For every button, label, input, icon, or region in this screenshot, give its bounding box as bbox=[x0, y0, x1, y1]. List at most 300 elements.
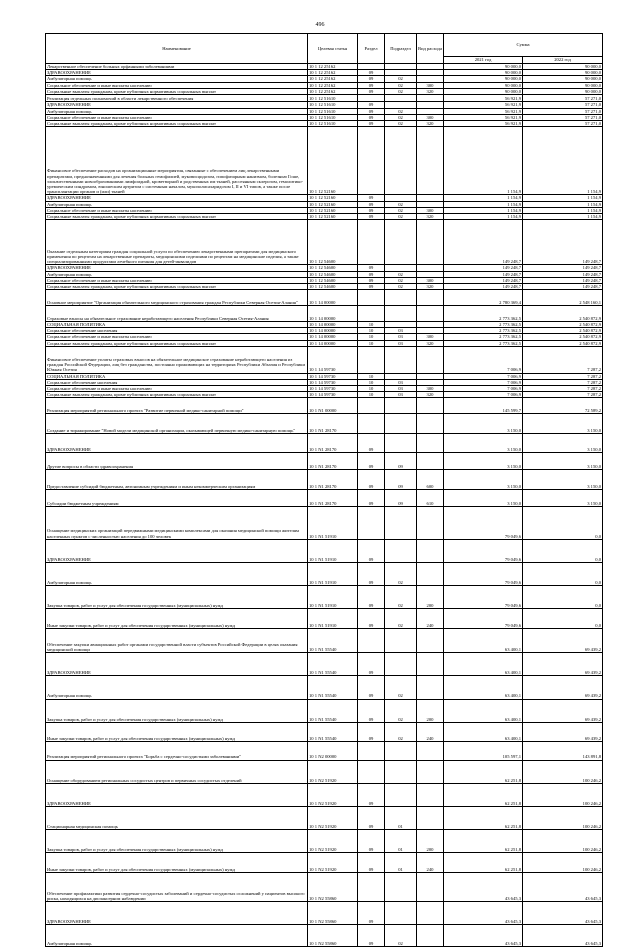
row-target-code: 10 1 12 54600 bbox=[308, 265, 358, 271]
col-header-expense-type: Вид расхода bbox=[417, 34, 444, 64]
table-row bbox=[46, 64, 603, 70]
row-target-code: 10 1 12 25162 bbox=[308, 76, 358, 82]
row-sum-2021: 43 645,3 bbox=[444, 902, 523, 925]
row-name: Основное мероприятие "Организация обязательного медицинского страхования граждан Республики Северная Осетия-Алания" bbox=[46, 290, 308, 306]
table-row bbox=[46, 334, 603, 340]
row-sum-2021: 2 773 362,5 bbox=[444, 321, 523, 327]
row-section bbox=[358, 346, 385, 373]
row-subsection: 02 bbox=[385, 277, 417, 283]
row-subsection bbox=[385, 506, 417, 539]
row-subsection bbox=[385, 414, 417, 434]
row-section bbox=[358, 95, 385, 102]
row-section: 09 bbox=[358, 201, 385, 207]
row-name: Оснащение оборудованием региональных сосудистых центров и первичных сосудистых отделений bbox=[46, 760, 308, 783]
table-row bbox=[46, 82, 603, 88]
row-sum-2022: 1 154,9 bbox=[523, 214, 603, 220]
row-name: Социальное обеспечение населения bbox=[46, 328, 308, 334]
row-target-code: 10 1 N2 51920 bbox=[308, 806, 358, 829]
row-target-code: 10 1 12 25162 bbox=[308, 88, 358, 94]
row-subsection bbox=[385, 127, 417, 195]
row-section: 10 bbox=[358, 392, 385, 398]
row-sum-2022: 7 287,2 bbox=[523, 346, 603, 373]
row-sum-2022: 43 645,3 bbox=[523, 872, 603, 901]
row-target-code: 10 1 14 00000 bbox=[308, 334, 358, 340]
row-sum-2021: 1 154,9 bbox=[444, 201, 523, 207]
table-row bbox=[46, 120, 603, 126]
row-sum-2021: 1 154,9 bbox=[444, 127, 523, 195]
row-sum-2021: 2 780 369,4 bbox=[444, 290, 523, 306]
row-sum-2021: 90 000,0 bbox=[444, 70, 523, 76]
row-name: Обеспечение профилактики развития сердечно-сосудистых заболеваний и сердечно-сосудистых осложнений у пациентов высокого риска, находящихся на диспансерном наблюдении bbox=[46, 872, 308, 901]
table-row bbox=[46, 676, 603, 699]
row-section: 09 bbox=[358, 284, 385, 290]
row-target-code: 10 1 12 52160 bbox=[308, 207, 358, 213]
row-target-code: 10 1 12 52160 bbox=[308, 127, 358, 195]
row-section: 09 bbox=[358, 489, 385, 506]
row-subsection: 02 bbox=[385, 207, 417, 213]
row-subsection bbox=[385, 290, 417, 306]
row-name: Закупка товаров, работ и услуг для обеспечения государственных (муниципальных) нужд bbox=[46, 699, 308, 722]
table-row bbox=[46, 433, 603, 453]
row-sum-2022: 69 439,2 bbox=[523, 653, 603, 676]
row-sum-2022: 149 248,7 bbox=[523, 271, 603, 277]
row-name: Оказание отдельным категориям граждан социальной услуги по обеспечению лекарственными препаратами для медицинского применения по рецептам на лекарственные препараты, медицинскими изделиями по рецептам на медицинские изделия, а также специализированными продуктами лечебного питания для детей-инвалидов bbox=[46, 220, 308, 265]
row-section: 10 bbox=[358, 328, 385, 334]
row-section: 09 bbox=[358, 586, 385, 609]
col-header-year-2022: 2022 год bbox=[523, 57, 603, 64]
row-section: 09 bbox=[358, 609, 385, 629]
row-expense-type bbox=[417, 563, 444, 586]
row-sum-2022: 2 540 872,9 bbox=[523, 334, 603, 340]
row-expense-type: 300 bbox=[417, 82, 444, 88]
row-name: Иные закупки товаров, работ и услуг для обеспечения государственных (муниципальных) нужд bbox=[46, 609, 308, 629]
table-row bbox=[46, 586, 603, 609]
row-target-code: 10 1 12 51610 bbox=[308, 114, 358, 120]
row-name: Предоставление субсидий бюджетным, автономным учреждениям и иным некоммерческим организациям bbox=[46, 470, 308, 490]
table-row bbox=[46, 385, 603, 391]
row-subsection bbox=[385, 742, 417, 760]
row-sum-2022: 2 548 160,1 bbox=[523, 290, 603, 306]
row-expense-type: 320 bbox=[417, 214, 444, 220]
row-sum-2021: 79 049,6 bbox=[444, 563, 523, 586]
row-target-code: 10 1 N1 51910 bbox=[308, 539, 358, 562]
row-section: 10 bbox=[358, 385, 385, 391]
row-expense-type bbox=[417, 346, 444, 373]
row-subsection bbox=[385, 433, 417, 453]
row-subsection: 09 bbox=[385, 453, 417, 470]
row-expense-type bbox=[417, 653, 444, 676]
table-row bbox=[46, 95, 603, 102]
row-expense-type bbox=[417, 398, 444, 414]
row-sum-2021: 90 000,0 bbox=[444, 64, 523, 70]
row-name: ЗДРАВООХРАНЕНИЕ bbox=[46, 539, 308, 562]
row-sum-2021: 2 773 362,5 bbox=[444, 340, 523, 346]
row-expense-type: 320 bbox=[417, 340, 444, 346]
row-sum-2022: 1 154,9 bbox=[523, 201, 603, 207]
row-sum-2022: 90 000,0 bbox=[523, 64, 603, 70]
row-section: 09 bbox=[358, 82, 385, 88]
row-section bbox=[358, 127, 385, 195]
row-sum-2021: 56 921,9 bbox=[444, 102, 523, 108]
row-target-code: 10 1 N2 55860 bbox=[308, 872, 358, 901]
row-sum-2021: 1 154,9 bbox=[444, 195, 523, 201]
row-name: Социальное обеспечение и иные выплаты населению bbox=[46, 207, 308, 213]
table-row bbox=[46, 392, 603, 398]
row-target-code: 10 1 N1 55540 bbox=[308, 653, 358, 676]
row-expense-type: 320 bbox=[417, 120, 444, 126]
table-row bbox=[46, 925, 603, 947]
row-expense-type bbox=[417, 95, 444, 102]
row-target-code: 10 1 12 51610 bbox=[308, 95, 358, 102]
row-expense-type: 300 bbox=[417, 114, 444, 120]
table-row bbox=[46, 489, 603, 506]
row-target-code: 10 1 12 25162 bbox=[308, 64, 358, 70]
row-sum-2021: 56 921,9 bbox=[444, 120, 523, 126]
row-sum-2021: 79 049,6 bbox=[444, 506, 523, 539]
table-row bbox=[46, 563, 603, 586]
row-expense-type bbox=[417, 433, 444, 453]
table-row bbox=[46, 872, 603, 901]
row-target-code: 10 1 N1 28170 bbox=[308, 414, 358, 434]
row-name: Социальные выплаты гражданам, кроме публичных нормативных социальных выплат bbox=[46, 392, 308, 398]
row-sum-2021: 56 921,9 bbox=[444, 95, 523, 102]
row-target-code: 10 1 N2 00000 bbox=[308, 742, 358, 760]
row-sum-2021: 79 049,6 bbox=[444, 609, 523, 629]
row-sum-2022: 149 248,7 bbox=[523, 265, 603, 271]
col-header-subsection: Подраздел bbox=[385, 34, 417, 64]
row-sum-2021: 63 400,1 bbox=[444, 628, 523, 652]
row-subsection: 02 bbox=[385, 563, 417, 586]
row-target-code: 10 1 N1 55540 bbox=[308, 699, 358, 722]
row-name: Социальные выплаты гражданам, кроме публичных нормативных социальных выплат bbox=[46, 120, 308, 126]
row-sum-2021: 3 150,0 bbox=[444, 453, 523, 470]
row-target-code: 10 1 N1 55540 bbox=[308, 676, 358, 699]
row-expense-type: 610 bbox=[417, 489, 444, 506]
table-row bbox=[46, 290, 603, 306]
row-sum-2021: 62 251,8 bbox=[444, 806, 523, 829]
row-target-code: 10 1 14 59730 bbox=[308, 392, 358, 398]
row-name: Иные закупки товаров, работ и услуг для обеспечения государственных (муниципальных) нужд bbox=[46, 722, 308, 742]
row-sum-2021: 7 006,9 bbox=[444, 385, 523, 391]
table-row bbox=[46, 453, 603, 470]
row-sum-2021: 149 248,7 bbox=[444, 284, 523, 290]
row-sum-2021: 63 400,1 bbox=[444, 699, 523, 722]
row-sum-2021: 62 251,8 bbox=[444, 853, 523, 873]
row-section: 09 bbox=[358, 722, 385, 742]
row-subsection: 02 bbox=[385, 214, 417, 220]
row-expense-type bbox=[417, 220, 444, 265]
row-expense-type: 240 bbox=[417, 853, 444, 873]
row-name: Социальное обеспечение и иные выплаты населению bbox=[46, 82, 308, 88]
row-target-code: 10 1 N2 51920 bbox=[308, 783, 358, 806]
row-section: 09 bbox=[358, 108, 385, 114]
table-row bbox=[46, 127, 603, 195]
row-expense-type bbox=[417, 902, 444, 925]
row-sum-2021: 43 645,3 bbox=[444, 872, 523, 901]
col-header-sum: Сумма bbox=[444, 34, 603, 57]
row-sum-2021: 149 248,7 bbox=[444, 277, 523, 283]
row-target-code: 10 1 14 00000 bbox=[308, 340, 358, 346]
row-subsection bbox=[385, 872, 417, 901]
row-sum-2021: 149 248,7 bbox=[444, 220, 523, 265]
row-subsection bbox=[385, 220, 417, 265]
row-target-code: 10 1 N2 51920 bbox=[308, 830, 358, 853]
col-header-target: Целевая статья bbox=[308, 34, 358, 64]
row-sum-2022: 3 150,0 bbox=[523, 470, 603, 490]
row-sum-2022: 69 439,2 bbox=[523, 699, 603, 722]
row-expense-type bbox=[417, 742, 444, 760]
row-target-code: 10 1 N1 55540 bbox=[308, 628, 358, 652]
table-row bbox=[46, 506, 603, 539]
row-target-code: 10 1 N1 00000 bbox=[308, 398, 358, 414]
row-section: 09 bbox=[358, 806, 385, 829]
table-row bbox=[46, 340, 603, 346]
row-sum-2021: 2 773 362,5 bbox=[444, 328, 523, 334]
table-row bbox=[46, 306, 603, 322]
row-subsection: 03 bbox=[385, 385, 417, 391]
row-expense-type: 240 bbox=[417, 722, 444, 742]
row-expense-type bbox=[417, 414, 444, 434]
row-sum-2022: 100 246,2 bbox=[523, 830, 603, 853]
row-sum-2022: 149 248,7 bbox=[523, 284, 603, 290]
row-target-code: 10 1 14 00000 bbox=[308, 328, 358, 334]
row-subsection bbox=[385, 346, 417, 373]
row-sum-2021: 3 150,0 bbox=[444, 414, 523, 434]
row-section: 10 bbox=[358, 379, 385, 385]
table-body bbox=[46, 64, 603, 947]
row-sum-2022: 7 287,2 bbox=[523, 392, 603, 398]
row-section: 09 bbox=[358, 925, 385, 947]
row-subsection: 02 bbox=[385, 120, 417, 126]
row-name: ЗДРАВООХРАНЕНИЕ bbox=[46, 70, 308, 76]
row-section: 09 bbox=[358, 207, 385, 213]
row-section: 09 bbox=[358, 676, 385, 699]
row-sum-2021: 62 251,8 bbox=[444, 760, 523, 783]
table-row bbox=[46, 398, 603, 414]
row-name: Амбулаторная помощь bbox=[46, 676, 308, 699]
row-sum-2022: 2 540 872,9 bbox=[523, 306, 603, 322]
row-name: СОЦИАЛЬНАЯ ПОЛИТИКА bbox=[46, 321, 308, 327]
table-row bbox=[46, 220, 603, 265]
row-name: ЗДРАВООХРАНЕНИЕ bbox=[46, 195, 308, 201]
row-sum-2022: 100 246,2 bbox=[523, 760, 603, 783]
row-section bbox=[358, 414, 385, 434]
row-section: 09 bbox=[358, 76, 385, 82]
row-sum-2022: 43 645,3 bbox=[523, 925, 603, 947]
row-sum-2022: 0,0 bbox=[523, 539, 603, 562]
row-target-code: 10 1 12 52160 bbox=[308, 201, 358, 207]
row-expense-type: 300 bbox=[417, 207, 444, 213]
row-expense-type: 320 bbox=[417, 88, 444, 94]
row-sum-2022: 0,0 bbox=[523, 506, 603, 539]
row-section: 09 bbox=[358, 88, 385, 94]
row-sum-2022: 0,0 bbox=[523, 609, 603, 629]
row-sum-2021: 7 006,9 bbox=[444, 392, 523, 398]
row-name: ЗДРАВООХРАНЕНИЕ bbox=[46, 653, 308, 676]
row-section: 09 bbox=[358, 470, 385, 490]
row-name: Реализация мероприятий регионального проекта "Развитие первичной медико-санитарной помощи" bbox=[46, 398, 308, 414]
row-sum-2022: 3 150,0 bbox=[523, 453, 603, 470]
row-section: 09 bbox=[358, 114, 385, 120]
row-sum-2021: 63 400,1 bbox=[444, 722, 523, 742]
row-sum-2021: 145 599,7 bbox=[444, 398, 523, 414]
row-section: 09 bbox=[358, 539, 385, 562]
row-name: Амбулаторная помощь bbox=[46, 108, 308, 114]
row-expense-type bbox=[417, 628, 444, 652]
row-name: Амбулаторная помощь bbox=[46, 925, 308, 947]
row-section: 09 bbox=[358, 433, 385, 453]
row-sum-2022: 100 246,2 bbox=[523, 806, 603, 829]
row-section bbox=[358, 306, 385, 322]
row-sum-2021: 3 150,0 bbox=[444, 489, 523, 506]
row-sum-2022: 1 154,9 bbox=[523, 195, 603, 201]
row-target-code: 10 1 N2 51920 bbox=[308, 760, 358, 783]
row-section bbox=[358, 742, 385, 760]
row-subsection: 02 bbox=[385, 284, 417, 290]
row-name: Реализация мероприятий регионального проекта "Борьба с сердечно-сосудистыми заболеваниями" bbox=[46, 742, 308, 760]
row-subsection bbox=[385, 306, 417, 322]
row-section bbox=[358, 872, 385, 901]
row-section bbox=[358, 760, 385, 783]
row-name: Социальное обеспечение и иные выплаты населению bbox=[46, 385, 308, 391]
table-row bbox=[46, 783, 603, 806]
row-target-code: 10 1 14 00000 bbox=[308, 321, 358, 327]
row-target-code: 10 1 14 00000 bbox=[308, 306, 358, 322]
row-target-code: 10 1 N1 28170 bbox=[308, 433, 358, 453]
row-subsection: 02 bbox=[385, 676, 417, 699]
row-name: Лекарственное обеспечение больных орфанными заболеваниями bbox=[46, 64, 308, 70]
row-expense-type bbox=[417, 306, 444, 322]
row-subsection bbox=[385, 760, 417, 783]
row-expense-type bbox=[417, 806, 444, 829]
row-subsection: 03 bbox=[385, 328, 417, 334]
row-sum-2021: 7 006,9 bbox=[444, 373, 523, 379]
row-name: ЗДРАВООХРАНЕНИЕ bbox=[46, 902, 308, 925]
row-name: ЗДРАВООХРАНЕНИЕ bbox=[46, 102, 308, 108]
table-row bbox=[46, 539, 603, 562]
row-name: Стационарная медицинская помощь bbox=[46, 806, 308, 829]
row-sum-2022: 100 246,2 bbox=[523, 853, 603, 873]
row-sum-2022: 90 000,0 bbox=[523, 88, 603, 94]
row-target-code: 10 1 N1 28170 bbox=[308, 453, 358, 470]
table-row bbox=[46, 114, 603, 120]
row-subsection bbox=[385, 95, 417, 102]
row-target-code: 10 1 14 00000 bbox=[308, 290, 358, 306]
row-sum-2021: 56 921,9 bbox=[444, 108, 523, 114]
row-expense-type: 300 bbox=[417, 334, 444, 340]
row-expense-type bbox=[417, 783, 444, 806]
row-target-code: 10 1 12 51610 bbox=[308, 108, 358, 114]
row-section bbox=[358, 220, 385, 265]
table-row bbox=[46, 853, 603, 873]
row-expense-type bbox=[417, 760, 444, 783]
row-subsection: 02 bbox=[385, 699, 417, 722]
row-name: Финансовое обеспечение расходов на организационные мероприятия, связанные с обеспечением лиц лекарственными препаратами, предназначенными для лечения больных гемофилией, муковисцидозом, гипофизарным нанизмом, болезнью Гоше, злокачественными новообразованиями лимфоидной, кроветворной и родственных им тканей, рассеянным склерозом, гемолитико-уремическим синдромом, юношеским артритом с системным началом, мукополисахаридозом I, II и VI типов, а также после трансплантации органов и (или) тканей bbox=[46, 127, 308, 195]
row-sum-2022: 7 287,2 bbox=[523, 373, 603, 379]
row-target-code: 10 1 N1 51910 bbox=[308, 506, 358, 539]
table-row bbox=[46, 742, 603, 760]
row-expense-type bbox=[417, 925, 444, 947]
row-section: 09 bbox=[358, 902, 385, 925]
row-target-code: 10 1 14 59730 bbox=[308, 346, 358, 373]
row-expense-type: 600 bbox=[417, 470, 444, 490]
row-name: Закупка товаров, работ и услуг для обеспечения государственных (муниципальных) нужд bbox=[46, 830, 308, 853]
row-name: Оснащение медицинских организаций передвижными медицинскими комплексами для оказания медицинской помощи жителям населенных пунктов с численностью населения до 100 человек bbox=[46, 506, 308, 539]
row-target-code: 10 1 12 51610 bbox=[308, 102, 358, 108]
row-sum-2022: 2 540 872,9 bbox=[523, 328, 603, 334]
row-name: Социальные выплаты гражданам, кроме публичных нормативных социальных выплат bbox=[46, 88, 308, 94]
row-sum-2021: 56 921,9 bbox=[444, 114, 523, 120]
row-section: 10 bbox=[358, 373, 385, 379]
row-sum-2022: 2 540 872,9 bbox=[523, 321, 603, 327]
row-name: Страховые взносы на обязательное страхование неработающего населения Республики Северная Осетия-Алания bbox=[46, 306, 308, 322]
row-section: 09 bbox=[358, 70, 385, 76]
row-sum-2022: 90 000,0 bbox=[523, 76, 603, 82]
row-name: Реализация отдельных полномочий в области лекарственного обеспечения bbox=[46, 95, 308, 102]
row-target-code: 10 1 12 51610 bbox=[308, 120, 358, 126]
row-sum-2022: 69 439,2 bbox=[523, 722, 603, 742]
row-section: 09 bbox=[358, 277, 385, 283]
row-sum-2021: 62 251,8 bbox=[444, 830, 523, 853]
row-name: Финансовое обеспечение уплаты страховых взносов на обязательное медицинское страхование неработающего населения из граждан Российской Федерации, лиц без гражданства, постоянно проживающих на территориях Республики Абхазия и Республики Южная Осетия bbox=[46, 346, 308, 373]
row-expense-type bbox=[417, 872, 444, 901]
row-target-code: 10 1 12 54600 bbox=[308, 220, 358, 265]
row-subsection: 01 bbox=[385, 853, 417, 873]
row-name: Амбулаторная помощь bbox=[46, 76, 308, 82]
row-expense-type bbox=[417, 453, 444, 470]
row-name: Социальное обеспечение и иные выплаты населению bbox=[46, 277, 308, 283]
row-expense-type: 320 bbox=[417, 284, 444, 290]
row-section bbox=[358, 506, 385, 539]
row-sum-2022: 57 271,0 bbox=[523, 114, 603, 120]
row-sum-2021: 63 400,1 bbox=[444, 653, 523, 676]
table-row bbox=[46, 346, 603, 373]
row-target-code: 10 1 12 54600 bbox=[308, 277, 358, 283]
row-sum-2021: 63 400,1 bbox=[444, 676, 523, 699]
row-target-code: 10 1 12 54600 bbox=[308, 271, 358, 277]
row-sum-2022: 90 000,0 bbox=[523, 82, 603, 88]
row-sum-2022: 149 248,7 bbox=[523, 277, 603, 283]
row-sum-2022: 69 439,2 bbox=[523, 676, 603, 699]
row-sum-2022: 100 246,2 bbox=[523, 783, 603, 806]
row-sum-2021: 105 597,1 bbox=[444, 742, 523, 760]
col-header-name: Наименование bbox=[46, 34, 308, 64]
row-sum-2021: 90 000,0 bbox=[444, 82, 523, 88]
row-sum-2021: 2 773 362,5 bbox=[444, 306, 523, 322]
row-name: Создание и тиражирование "Новой модели медицинской организации, оказывающей первичную медико-санитарную помощь" bbox=[46, 414, 308, 434]
row-section: 09 bbox=[358, 653, 385, 676]
table-row bbox=[46, 470, 603, 490]
row-name: СОЦИАЛЬНАЯ ПОЛИТИКА bbox=[46, 373, 308, 379]
row-section: 10 bbox=[358, 340, 385, 346]
table-row bbox=[46, 207, 603, 213]
row-sum-2022: 69 439,2 bbox=[523, 628, 603, 652]
row-section bbox=[358, 398, 385, 414]
row-name: Социальные выплаты гражданам, кроме публичных нормативных социальных выплат bbox=[46, 214, 308, 220]
row-subsection: 09 bbox=[385, 470, 417, 490]
row-expense-type bbox=[417, 676, 444, 699]
row-expense-type: 300 bbox=[417, 277, 444, 283]
row-target-code: 10 1 N1 51910 bbox=[308, 563, 358, 586]
row-subsection: 02 bbox=[385, 609, 417, 629]
row-subsection bbox=[385, 628, 417, 652]
row-sum-2022: 1 154,9 bbox=[523, 127, 603, 195]
row-name: Социальное обеспечение и иные выплаты населению bbox=[46, 114, 308, 120]
table-row bbox=[46, 902, 603, 925]
row-subsection: 01 bbox=[385, 830, 417, 853]
row-expense-type bbox=[417, 127, 444, 195]
row-expense-type: 200 bbox=[417, 830, 444, 853]
